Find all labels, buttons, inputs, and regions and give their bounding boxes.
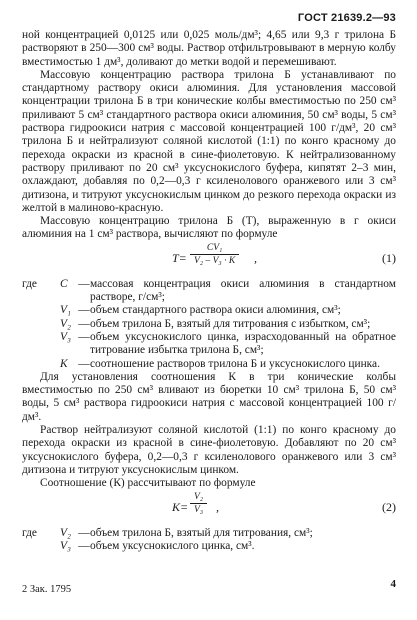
definition-lead: где xyxy=(22,526,37,539)
definitions-2 xyxy=(22,527,396,554)
definition-row: V₂ — объем трилона Б, взятый для титрования с избытком, см³; xyxy=(22,318,396,331)
standard-header: ГОСТ 21639.2—93 xyxy=(297,12,396,24)
definitions-1 xyxy=(22,278,396,371)
formula-2-fraction xyxy=(190,492,207,516)
definition-text: объем трилона Б, взятый для титрования с избытком, см³; xyxy=(90,317,371,330)
formula-1-numerator: CV₁ xyxy=(206,242,223,253)
definition-symbol: V₁ xyxy=(60,304,71,317)
order-number: 2 Зак. 1795 xyxy=(22,584,72,595)
formula-1-fraction xyxy=(190,243,239,267)
formula-1-comma: , xyxy=(254,250,257,265)
definition-row: V₁ — объем стандартного раствора окиси алюминия, см³; xyxy=(22,304,396,317)
paragraph-6: Соотношение (К) рассчитывают по формуле xyxy=(40,477,256,490)
definition-symbol: V₃ xyxy=(60,330,71,343)
definition-row: V₃ — объем уксуснокислого цинка, израсходованный на обратное титрование избытка трилона Б, см³; xyxy=(60,330,396,357)
definition-symbol: K xyxy=(60,357,68,370)
definition-text: объем трилона Б, взятый для титрования, см³; xyxy=(90,526,313,539)
definition-text: объем стандартного раствора окиси алюминия, см³; xyxy=(90,304,341,317)
definition-lead: где xyxy=(22,277,37,290)
page-number: 4 xyxy=(390,578,396,590)
definition-text: объем уксуснокислого цинка, израсходованный на обратное титрование избытка трилона Б, см³; xyxy=(90,330,396,357)
definition-text: соотношение растворов трилона Б и уксуснокислого цинка. xyxy=(90,357,380,370)
paragraph-3: Массовую концентрацию трилона Б (Т), выраженную в г окиси алюминия на 1 см³ раствора, вычисляют по формуле xyxy=(22,215,396,241)
formula-2-denominator: V₃ xyxy=(190,503,207,516)
paragraph-1: ной концентрацией 0,0125 или 0,025 моль/дм³; 4,65 или 9,3 г трилона Б растворяют в 250—300 см³ воды. Раствор отфильтровывают в мерную колбу вместимостью 1 дм³, доливают до метки водой и перемешивают. xyxy=(22,29,396,68)
paragraph-2: Массовую концентрацию раствора трилона Б устанавливают по стандартному раствору окиси алюминия. Для установления массовой концентрации трилона Б в три конические колбы вместимостью по 250 см³ приливают 5 см³ стандартного раствора окиси алюминия, 50 см³ воды, 5 см³ раствора гидроокиси натрия с массовой концентрацией 100 г/дм³, 20 см³ трилона Б и нейтрализуют соляной кислотой (1:1) по конго красному до перехода окраски из красной в сине-фиолетовую. К нейтрализованному раствору приливают по 20 см³ уксуснокислого буфера, кипятят 2–3 мин, охлаждают, добавляя по 0,2—0,3 г ксиленолового оранжевого или 3 см³ дитизона, и титруют уксуснокислым цинком до резкого перехода окраски из желтой в малиново-красную. xyxy=(22,68,396,214)
formula-2-numerator: V₂ xyxy=(194,491,204,502)
definition-row: K — соотношение растворов трилона Б и уксуснокислого цинка. xyxy=(22,358,396,371)
definition-row: V₃ — объем уксуснокислого цинка, см³. xyxy=(22,540,396,553)
definition-text: массовая концентрация окиси алюминия в стандартном растворе, г/см³; xyxy=(90,277,396,304)
formula-2-number: (2) xyxy=(382,499,396,514)
definition-symbol: V₂ xyxy=(60,526,71,539)
definition-symbol: V₂ xyxy=(60,317,71,330)
definition-symbol: V₃ xyxy=(60,539,71,552)
formula-2-comma: , xyxy=(216,499,219,514)
definition-symbol: C xyxy=(60,277,68,290)
formula-1 xyxy=(22,242,396,278)
definition-text: объем уксуснокислого цинка, см³. xyxy=(90,539,255,552)
document-body xyxy=(22,29,396,553)
formula-2 xyxy=(22,491,396,527)
paragraph-5: Раствор нейтрализуют соляной кислотой (1:1) по конго красному до перехода окраски из красной в сине-фиолетовую. Добавляют по 20 см³ уксуснокислого буфера, 0,2—0,3 г ксиленолового оранжевого или 3 см³ дитизона и титруют уксуснокислым цинком. xyxy=(22,424,396,476)
definition-row: где V₂ — объем трилона Б, взятый для титрования, см³; xyxy=(22,527,396,540)
definition-row: где C — массовая концентрация окиси алюминия в стандартном растворе, г/см³; xyxy=(22,277,396,304)
formula-1-number: (1) xyxy=(382,250,396,265)
page-footer xyxy=(22,578,396,595)
formula-1-denominator: V₂ – V₃ · K xyxy=(190,254,239,267)
paragraph-4: Для установления соотношения К в три конические колбы вместимостью по 250 см³ вливают из бюретки 10 см³ трилона Б, 50 см³ воды, 5 см³ раствора гидроокиси натрия с массовой концентрацией 100 г/дм³. xyxy=(22,370,396,423)
formula-1-lhs: T= xyxy=(172,250,187,265)
formula-2-lhs: K= xyxy=(172,499,189,514)
